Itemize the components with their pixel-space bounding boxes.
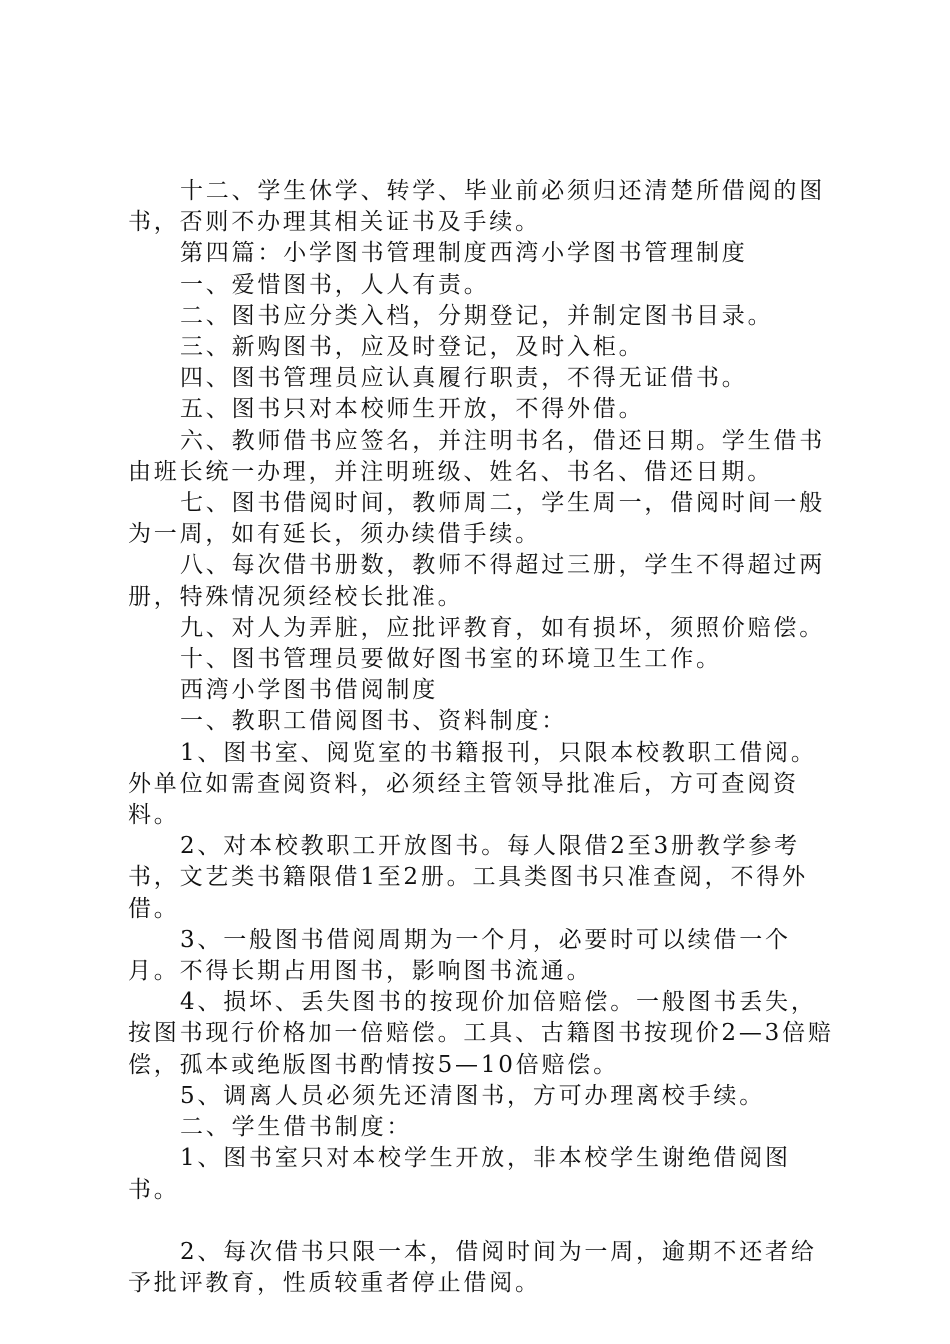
paragraph: 六、教师借书应签名，并注明书名，借还日期。学生借书由班长统一办理，并注明班级、姓名、书名、借还日期。: [128, 427, 825, 485]
paragraph: 十二、学生休学、转学、毕业前必须归还清楚所借阅的图书，否则不办理其相关证书及手续。: [128, 178, 825, 236]
paragraph: 四、图书管理员应认真履行职责，不得无证借书。: [180, 365, 748, 392]
paragraph: 八、每次借书册数，教师不得超过三册，学生不得超过两册，特殊情况须经校长批准。: [128, 552, 825, 610]
paragraph: 2、对本校教职工开放图书。每人限借2至3册教学参考书，文艺类书籍限借1至2册。工具类图书只准查阅，不得外借。: [128, 833, 808, 922]
paragraph: 二、学生借书制度：: [180, 1114, 413, 1141]
paragraph: 3、一般图书借阅周期为一个月，必要时可以续借一个月。不得长期占用图书，影响图书流通。: [128, 926, 791, 985]
paragraph: 第四篇：小学图书管理制度西湾小学图书管理制度: [180, 240, 748, 267]
paragraph: 九、对人为弄脏，应批评教育，如有损坏，须照价赔偿。: [180, 614, 825, 641]
paragraph: 2、每次借书只限一本，借阅时间为一周，逾期不还者给予批评教育，性质较重者停止借阅。: [128, 1238, 817, 1296]
document-body: [128, 176, 838, 1299]
paragraph: 1、图书室、阅览室的书籍报刊，只限本校教职工借阅。外单位如需查阅资料，必须经主管领导批准后，方可查阅资料。: [128, 739, 817, 829]
paragraph: 5、调离人员必须先还清图书，方可办理离校手续。: [180, 1082, 766, 1109]
paragraph: 五、图书只对本校师生开放，不得外借。: [180, 396, 645, 423]
paragraph: 二、图书应分类入档，分期登记，并制定图书目录。: [180, 302, 774, 329]
paragraph: 三、新购图书，应及时登记，及时入柜。: [180, 334, 645, 361]
paragraph: 1、图书室只对本校学生开放，非本校学生谢绝借阅图书。: [128, 1145, 791, 1203]
paragraph: 十、图书管理员要做好图书室的环境卫生工作。: [180, 646, 722, 673]
paragraph: 4、损坏、丢失图书的按现价加倍赔偿。一般图书丢失，按图书现行价格加一倍赔偿。工具、古籍图书按现价2—3倍赔偿，孤本或绝版图书酌情按5—10倍赔偿。: [128, 989, 834, 1078]
paragraph: 一、教职工借阅图书、资料制度：: [180, 708, 567, 735]
paragraph: 七、图书借阅时间，教师周二，学生周一，借阅时间一般为一周，如有延长，须办续借手续。: [128, 490, 825, 548]
paragraph: 一、爱惜图书，人人有责。: [180, 271, 490, 298]
section-heading: 西湾小学图书借阅制度: [180, 677, 438, 704]
